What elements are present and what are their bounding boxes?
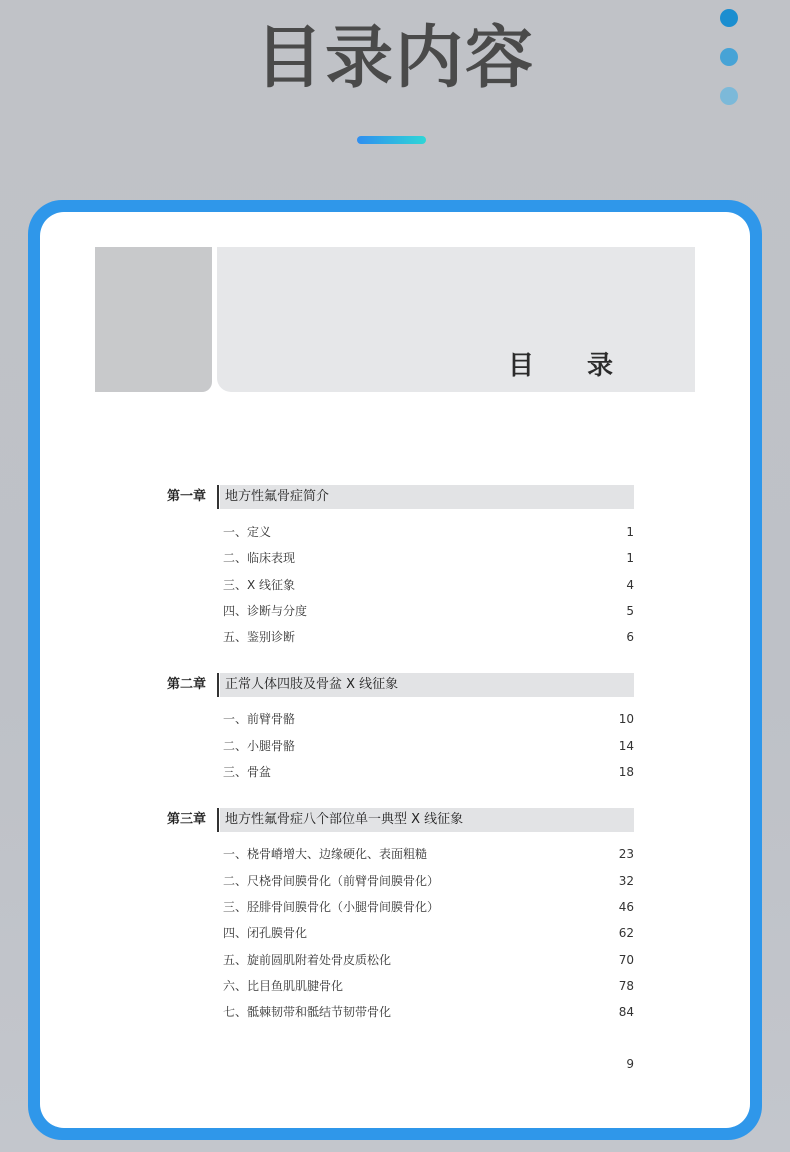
entry-label: 一、前臂骨骼 (223, 712, 296, 726)
entry-page: 78 (618, 979, 634, 993)
toc-entry[interactable] (223, 548, 634, 568)
entry-label: 四、闭孔膜骨化 (223, 926, 308, 940)
chapter-divider (217, 673, 219, 697)
dot-icon (720, 87, 738, 105)
toc-entry[interactable] (223, 1002, 634, 1022)
entry-label: 五、鉴别诊断 (223, 630, 296, 644)
entry-page: 5 (626, 604, 634, 618)
entry-page: 1 (626, 525, 634, 539)
entry-label: 三、胫腓骨间膜骨化（小腿骨间膜骨化） (223, 900, 440, 914)
entry-label: 三、骨盆 (223, 765, 272, 779)
banner-block (95, 247, 212, 392)
entry-page: 70 (618, 953, 634, 967)
entry-label: 一、定义 (223, 525, 272, 539)
entry-label: 二、小腿骨骼 (223, 739, 296, 753)
dot-icon (720, 9, 738, 27)
toc-heading: 目 录 (507, 351, 635, 381)
entry-label: 六、比目鱼肌肌腱骨化 (223, 979, 344, 993)
chapter-divider (217, 485, 219, 509)
entry-page: 1 (626, 551, 634, 565)
chapter-title: 地方性氟骨症简介 (220, 485, 634, 509)
toc-entry[interactable] (223, 709, 634, 729)
chapter-header (167, 485, 634, 509)
toc-entry[interactable] (223, 627, 634, 647)
chapter-header (167, 808, 634, 832)
toc-entry[interactable] (223, 923, 634, 943)
entry-label: 三、X 线征象 (223, 578, 296, 592)
page-title: 目录内容 (254, 19, 535, 98)
entry-page: 10 (618, 712, 634, 726)
entry-page: 62 (618, 926, 634, 940)
entry-page: 14 (618, 739, 634, 753)
entry-label: 二、尺桡骨间膜骨化（前臂骨间膜骨化） (223, 874, 440, 888)
toc-entry[interactable] (223, 522, 634, 542)
entry-page: 46 (618, 900, 634, 914)
dot-icon (720, 48, 738, 66)
chapter-title: 正常人体四肢及骨盆 X 线征象 (220, 673, 634, 697)
chapter-label: 第二章 (167, 677, 207, 692)
entry-label: 七、骶棘韧带和骶结节韧带骨化 (223, 1005, 392, 1019)
toc-entry[interactable] (223, 844, 634, 864)
toc-page (40, 212, 750, 1128)
entry-page: 4 (626, 578, 634, 592)
chapter-label: 第三章 (167, 812, 207, 827)
chapter-label: 第一章 (167, 489, 207, 504)
toc-entry[interactable] (223, 762, 634, 782)
entry-label: 四、诊断与分度 (223, 604, 308, 618)
entry-page: 18 (618, 765, 634, 779)
toc-entry[interactable] (223, 601, 634, 621)
page-number: 9 (626, 1057, 634, 1071)
entry-page: 23 (618, 847, 634, 861)
toc-entry[interactable] (223, 897, 634, 917)
banner-header (217, 247, 695, 392)
entry-page: 84 (618, 1005, 634, 1019)
chapter-divider (217, 808, 219, 832)
toc-entry[interactable] (223, 871, 634, 891)
entry-label: 一、桡骨嵴增大、边缘硬化、表面粗糙 (223, 847, 428, 861)
entry-page: 32 (618, 874, 634, 888)
chapter-title: 地方性氟骨症八个部位单一典型 X 线征象 (220, 808, 634, 832)
chapter-header (167, 673, 634, 697)
toc-entry[interactable] (223, 950, 634, 970)
entry-label: 二、临床表现 (223, 551, 296, 565)
toc-entry[interactable] (223, 976, 634, 996)
toc-entry[interactable] (223, 575, 634, 595)
entry-page: 6 (626, 630, 634, 644)
toc-entry[interactable] (223, 736, 634, 756)
accent-divider (357, 136, 426, 144)
entry-label: 五、旋前圆肌附着处骨皮质松化 (223, 953, 392, 967)
